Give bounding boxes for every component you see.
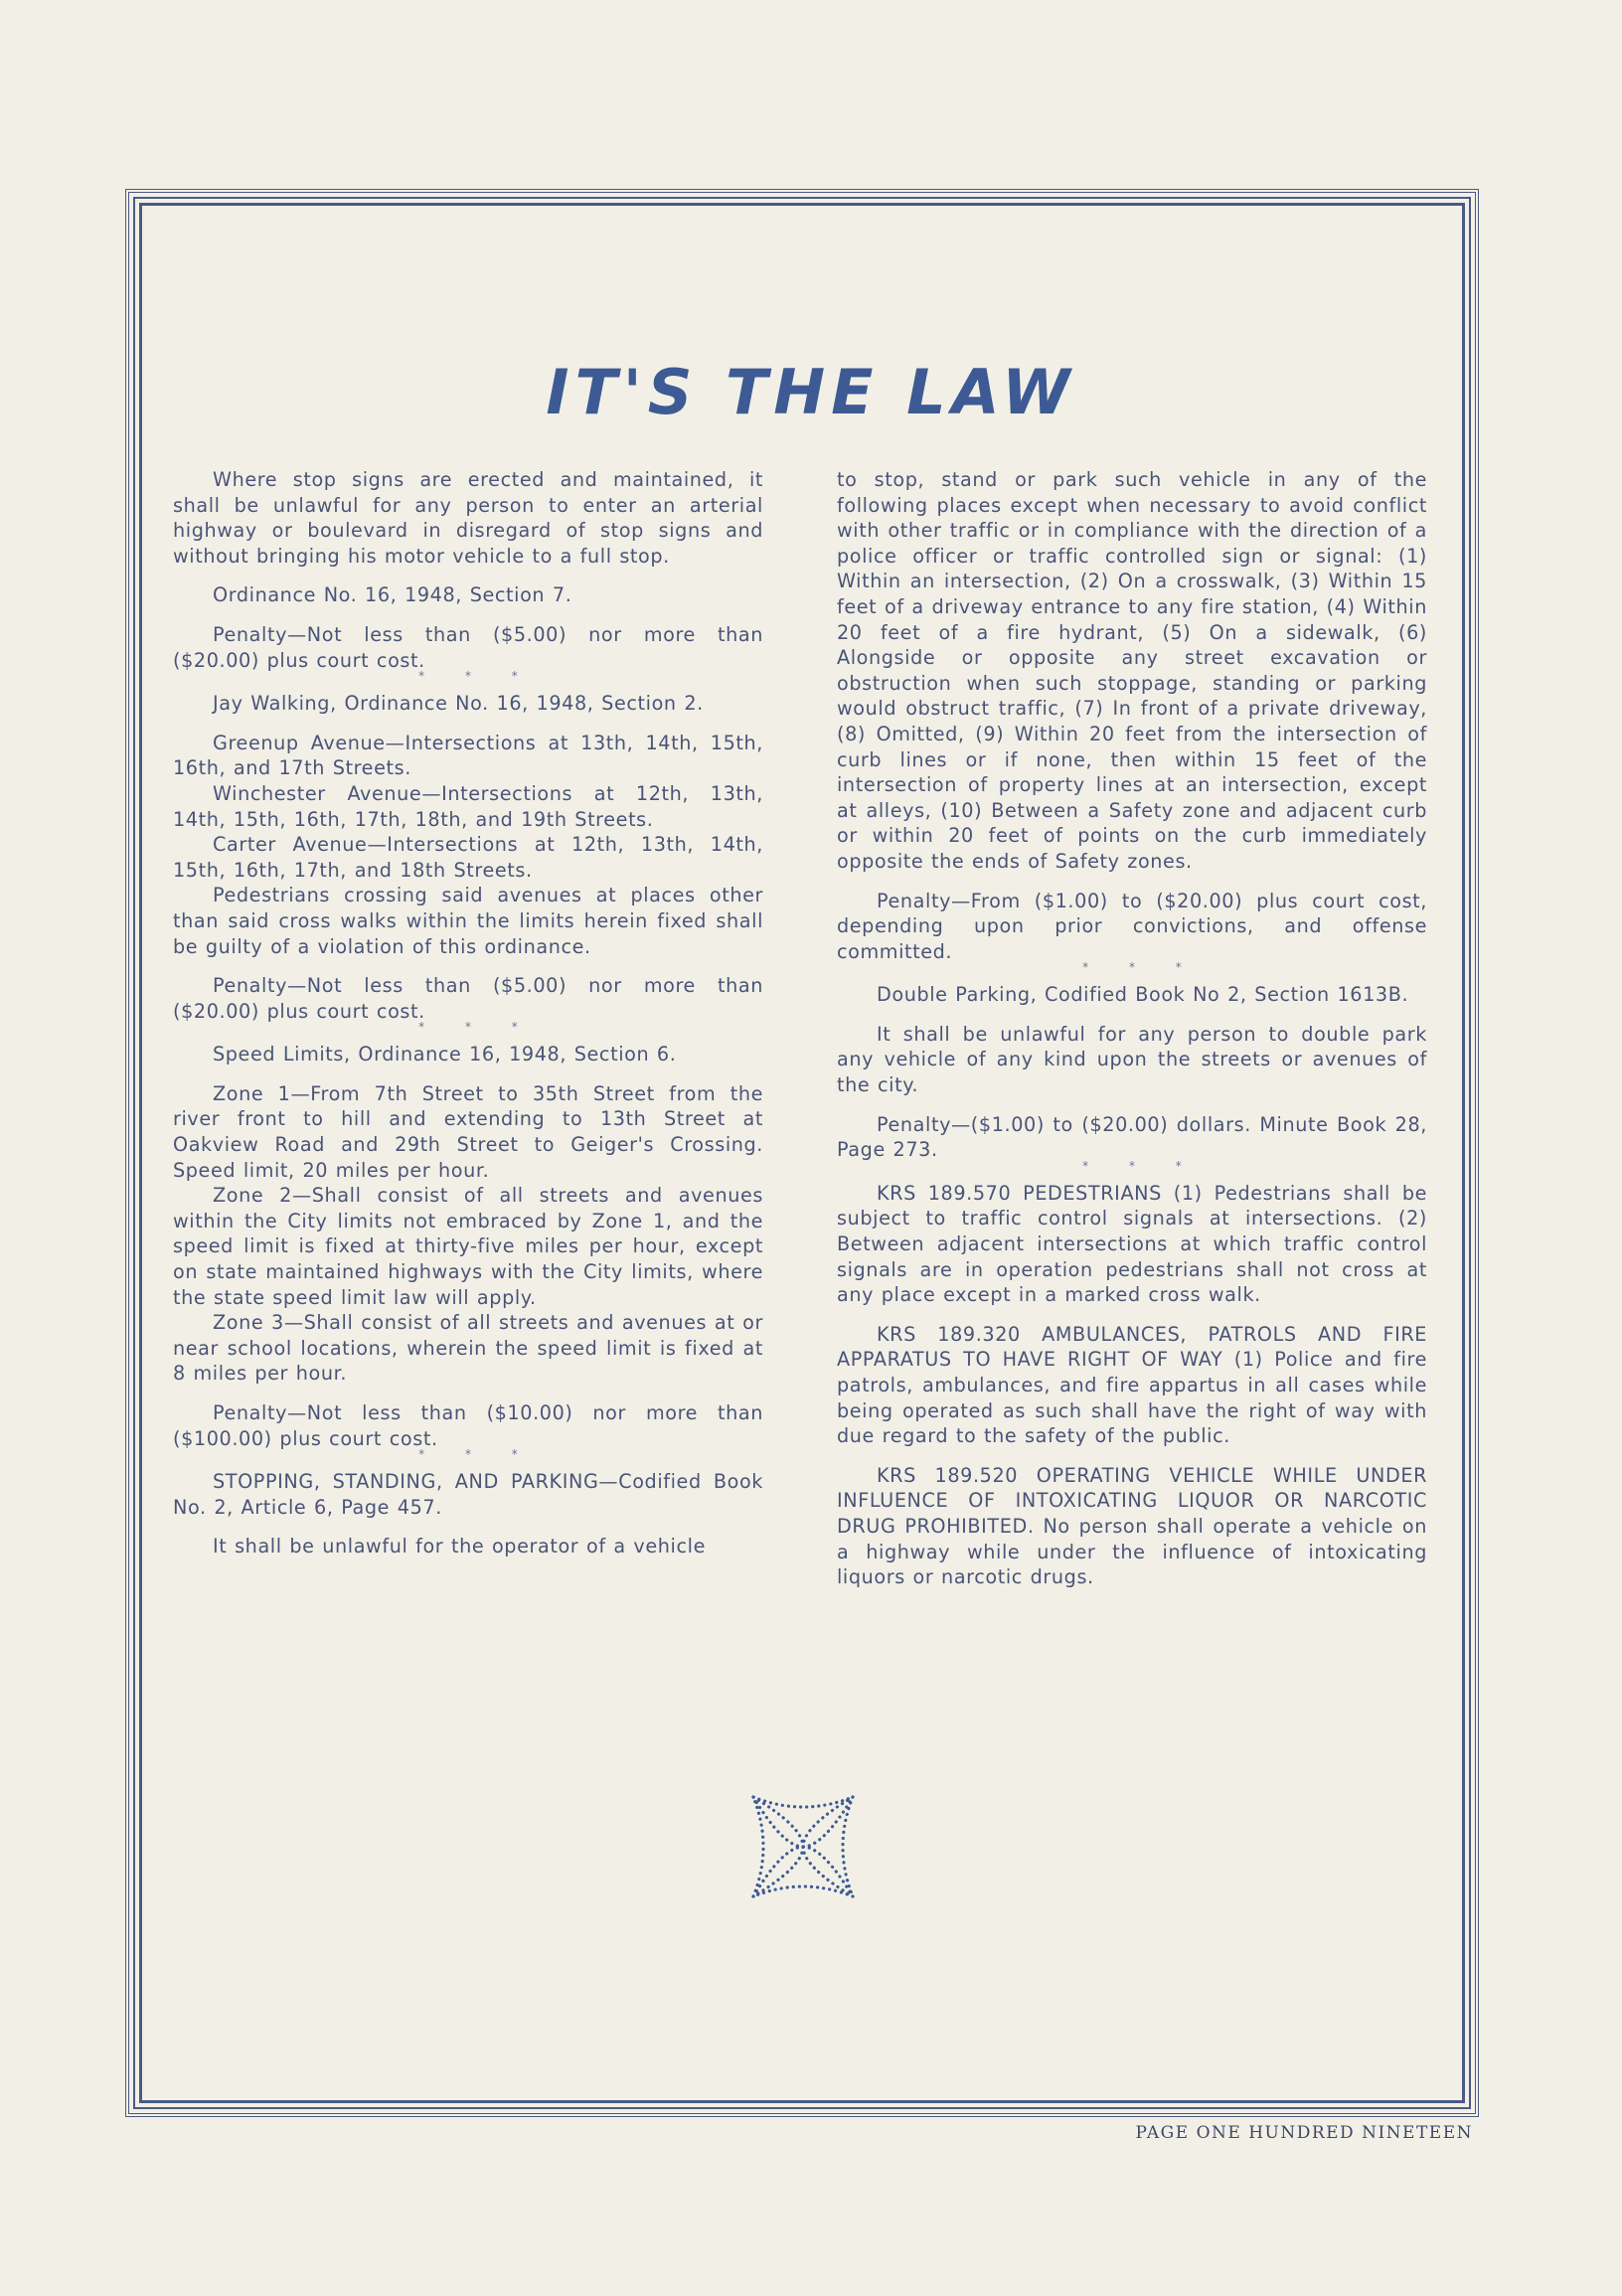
- right-column: [837, 467, 1427, 1604]
- krs-pedestrians-paragraph: KRS 189.570 PEDESTRIANS (1) Pedestrians shall be subject to traffic control signals at intersections. (2) Between adjacent intersections at which traffic control signals are in operation pedestrians shall not cross at any place except in a marked cross walk.: [837, 1181, 1427, 1307]
- greenup-avenue-paragraph: Greenup Avenue—Intersections at 13th, 14th, 15th, 16th, and 17th Streets.: [173, 731, 763, 780]
- penalty-paragraph: Penalty—($1.00) to ($20.00) dollars. Minute Book 28, Page 273.: [837, 1112, 1427, 1162]
- penalty-paragraph: Penalty—Not less than ($5.00) nor more than ($20.00) plus court cost.: [173, 622, 763, 672]
- section-separator: * * *: [418, 1447, 536, 1462]
- zone-2-paragraph: Zone 2—Shall consist of all streets and avenues within the City limits not embraced by Zone 1, and the speed limit is fixed at thirty-five miles per hour, except on state maintained highways with the City limits, where the state speed limit law will apply.: [173, 1184, 763, 1309]
- ordinance-reference: Ordinance No. 16, 1948, Section 7.: [213, 583, 572, 607]
- pedestrians-crossing-paragraph: Pedestrians crossing said avenues at places other than said cross walks within the limits herein fixed shall be guilty of a violation of this ordinance.: [173, 884, 763, 958]
- section-separator: * * *: [1082, 960, 1200, 975]
- penalty-paragraph: Penalty—From ($1.00) to ($20.00) plus court cost, depending upon prior convictions, and offense committed.: [837, 889, 1427, 963]
- speed-limits-heading: Speed Limits, Ordinance 16, 1948, Section 6.: [213, 1043, 677, 1066]
- krs-ambulances-paragraph: KRS 189.320 AMBULANCES, PATROLS AND FIRE APPARATUS TO HAVE RIGHT OF WAY (1) Police and fire patrols, ambulances, and fire appartus in all cases while being operated as such shall have the right of way with due regard to the safety of the public.: [837, 1322, 1427, 1448]
- stop-sign-paragraph: Where stop signs are erected and maintained, it shall be unlawful for any person to enter an arterial highway or boulevard in disregard of stop signs and without bringing his motor vehicle to a full stop.: [173, 468, 763, 568]
- zone-3-paragraph: Zone 3—Shall consist of all streets and avenues at or near school locations, wherein the speed limit is fixed at 8 miles per hour.: [173, 1311, 763, 1386]
- winchester-avenue-paragraph: Winchester Avenue—Intersections at 12th, 13th, 14th, 15th, 16th, 17th, 18th, and 19th Streets.: [173, 781, 763, 831]
- unlawful-operator-paragraph: It shall be unlawful for the operator of a vehicle: [213, 1535, 706, 1558]
- jay-walking-heading: Jay Walking, Ordinance No. 16, 1948, Section 2.: [213, 692, 704, 716]
- left-column: [173, 467, 763, 1573]
- section-separator: * * *: [418, 669, 536, 684]
- page-title: IT'S THE LAW: [546, 356, 1076, 428]
- dotted-quatrefoil-icon: [743, 1787, 863, 1906]
- section-separator: * * *: [418, 1020, 536, 1035]
- section-separator: * * *: [1082, 1158, 1200, 1173]
- double-parking-heading: Double Parking, Codified Book No 2, Section 1613B.: [877, 983, 1409, 1007]
- no-parking-places-paragraph: to stop, stand or park such vehicle in any of the following places except when necessary to avoid conflict with other traffic or in compliance with the direction of a police officer or traffic controlled sign or signal: (1) Within an intersection, (2) On a crosswalk, (3) Within 15 feet of a driveway entrance to any fire station, (4) Within 20 feet of a fire hydrant, (5) On a sidewalk, (6) Alongside or opposite any street excavation or obstruction when such stoppage, standing or parking would obstruct traffic, (7) In front of a private driveway, (8) Omitted, (9) Within 20 feet from the intersection of curb lines or if none, then within 15 feet of the intersection of property lines at an intersection, except at alleys, (10) Between a Safety zone and adjacent curb or within 20 feet of points on the curb immediately opposite the ends of Safety zones.: [837, 468, 1427, 873]
- krs-intoxication-paragraph: KRS 189.520 OPERATING VEHICLE WHILE UNDER INFLUENCE OF INTOXICATING LIQUOR OR NARCOTIC DRUG PROHIBITED. No person shall operate a vehicle on a highway while under the influence of intoxicating liquors or narcotic drugs.: [837, 1463, 1427, 1589]
- penalty-paragraph: Penalty—Not less than ($5.00) nor more than ($20.00) plus court cost.: [173, 974, 763, 1023]
- stopping-standing-parking-heading: STOPPING, STANDING, AND PARKING—Codified Book No. 2, Article 6, Page 457.: [173, 1470, 763, 1519]
- penalty-paragraph: Penalty—Not less than ($10.00) nor more than ($100.00) plus court cost.: [173, 1401, 763, 1450]
- double-parking-paragraph: It shall be unlawful for any person to double park any vehicle of any kind upon the streets or avenues of the city.: [837, 1022, 1427, 1097]
- page-number-footer: PAGE ONE HUNDRED NINETEEN: [1135, 2123, 1473, 2143]
- carter-avenue-paragraph: Carter Avenue—Intersections at 12th, 13th, 14th, 15th, 16th, 17th, and 18th Streets.: [173, 833, 763, 882]
- zone-1-paragraph: Zone 1—From 7th Street to 35th Street from the river front to hill and extending to 13th Street at Oakview Road and 29th Street to Geiger's Crossing. Speed limit, 20 miles per hour.: [173, 1081, 763, 1182]
